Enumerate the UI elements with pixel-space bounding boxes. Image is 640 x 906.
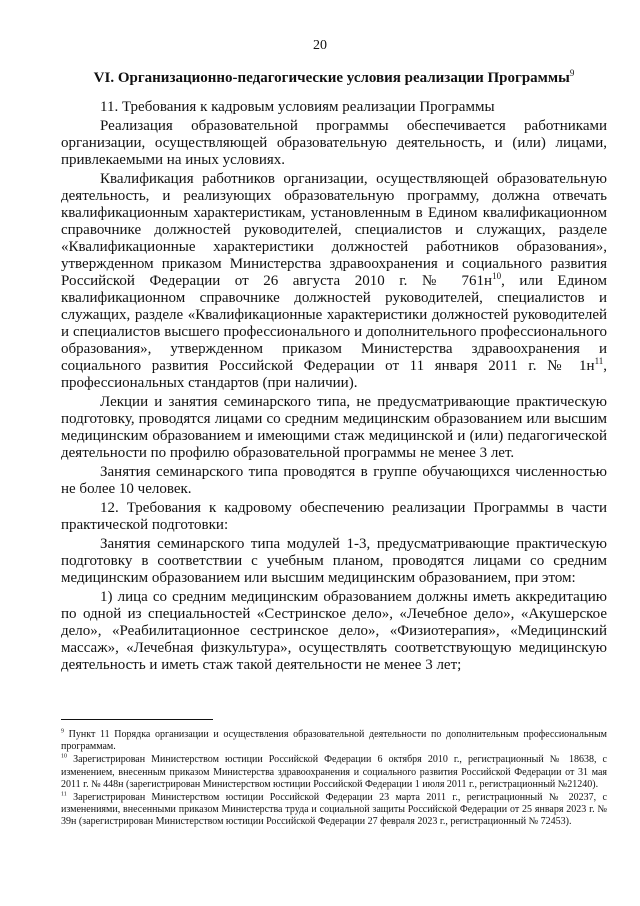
footnote-divider [61,719,213,720]
paragraph-lectures: Лекции и занятия семинарского типа, не предусматривающие практическую подготовку, проводятся лицами со средним медицинским образованием или высшим медицинским образованием и имеющими стаж медицинской и (или) педагогической деятельности по профилю образовательной программы не менее 3 лет. [61,394,607,461]
footnote-mark: 10 [61,754,67,761]
footnote-mark: 9 [61,728,64,735]
paragraph-12-title: 12. Требования к кадровому обеспечению реализации Программы в части практической подготовки: [61,500,607,533]
paragraph-list-item-1: 1) лица со средним медицинским образованием должны иметь аккредитацию по одной из специальностей «Сестринское дело», «Лечебное дело», «Акушерское дело», «Реабилитационное сестринское дело», «Физиотерапия», «Медицинский массаж», «Лечебная физкультура», осуществлять соответствующую медицинскую деятельность и иметь стаж такой деятельности не менее 3 лет; [61,589,607,673]
paragraph-qualification-tail: , или Едином квалификационном справочнике должностей руководителей, специалистов и служащих, разделе «Квалификационные характеристики должностей руководителей и специалистов высшего профессионального и дополнительного профессионального образования», утвержденном приказом Министерства здравоохранения и социального развития Российской Федерации от 11 января 2011 г. № 1н [61,273,607,374]
footnote-mark: 11 [61,791,67,798]
footnotes [61,729,607,830]
body-text [61,99,607,676]
footnote-ref-9: 9 [569,68,575,78]
footnote-9 [61,729,607,753]
paragraph-qualification-tail2: , профессиональных стандартов (при наличии). [61,358,607,391]
footnote-text: Зарегистрирован Министерством юстиции Российской Федерации 6 октября 2010 г., регистрационный № 18638, с изменением, внесенным приказом Министерства здравоохранения и социального развития Российской Федерации от 31 мая 2011 г. № 448н (зарегистрирован Министерством юстиции Российской Федерации 1 июля 2011 г., регистрационный №21240). [61,754,607,790]
footnote-text: Пункт 11 Порядка организации и осуществления образовательной деятельности по дополнительным профессиональным программам. [61,729,607,753]
footnote-11 [61,792,607,829]
paragraph-qualification-text: Квалификация работников организации, осуществляющей образовательную деятельность, и реализующих образовательную программу, должна отвечать квалификационным характеристикам, установленным в Едином квалификационном справочнике должностей руководителей, специалистов и служащих, разделе «Квалификационные характеристики должностей работников образования», утвержденном приказом Министерства здравоохранения и социального развития Российской Федерации от 26 августа 2010 г. № 761н [61,171,607,289]
footnote-10 [61,754,607,791]
section-heading-text: VI. Организационно-педагогические условия реализации Программы [93,70,570,86]
page-number: 20 [313,38,327,53]
footnote-ref-11: 11 [594,356,604,366]
paragraph-11-title: 11. Требования к кадровым условиям реализации Программы [100,99,495,115]
paragraph-group-size: Занятия семинарского типа проводятся в группе обучающихся численностью не более 10 человек. [61,464,607,497]
paragraph-staffing: Реализация образовательной программы обеспечивается работниками организации, осуществляющей образовательную деятельность, и (или) лицами, привлекаемыми на иных условиях. [61,118,607,168]
section-heading [61,68,607,87]
paragraph-seminars: Занятия семинарского типа модулей 1-3, предусматривающие практическую подготовку в соответствии с учебным планом, проводятся лицами со средним медицинским образованием или высшим медицинским образованием, при этом: [61,536,607,586]
paragraph-qualification [61,171,607,392]
footnote-text: Зарегистрирован Министерством юстиции Российской Федерации 23 марта 2011 г., регистрационный № 20237, с изменениями, внесенными приказом Министерства труда и социальной защиты Российской Федерации от 25 января 2023 г. № 39н (зарегистрирован Министерством юстиции Российской Федерации 27 февраля 2023 г., регистрационный № 72453). [61,792,607,828]
footnote-ref-10: 10 [492,271,502,281]
